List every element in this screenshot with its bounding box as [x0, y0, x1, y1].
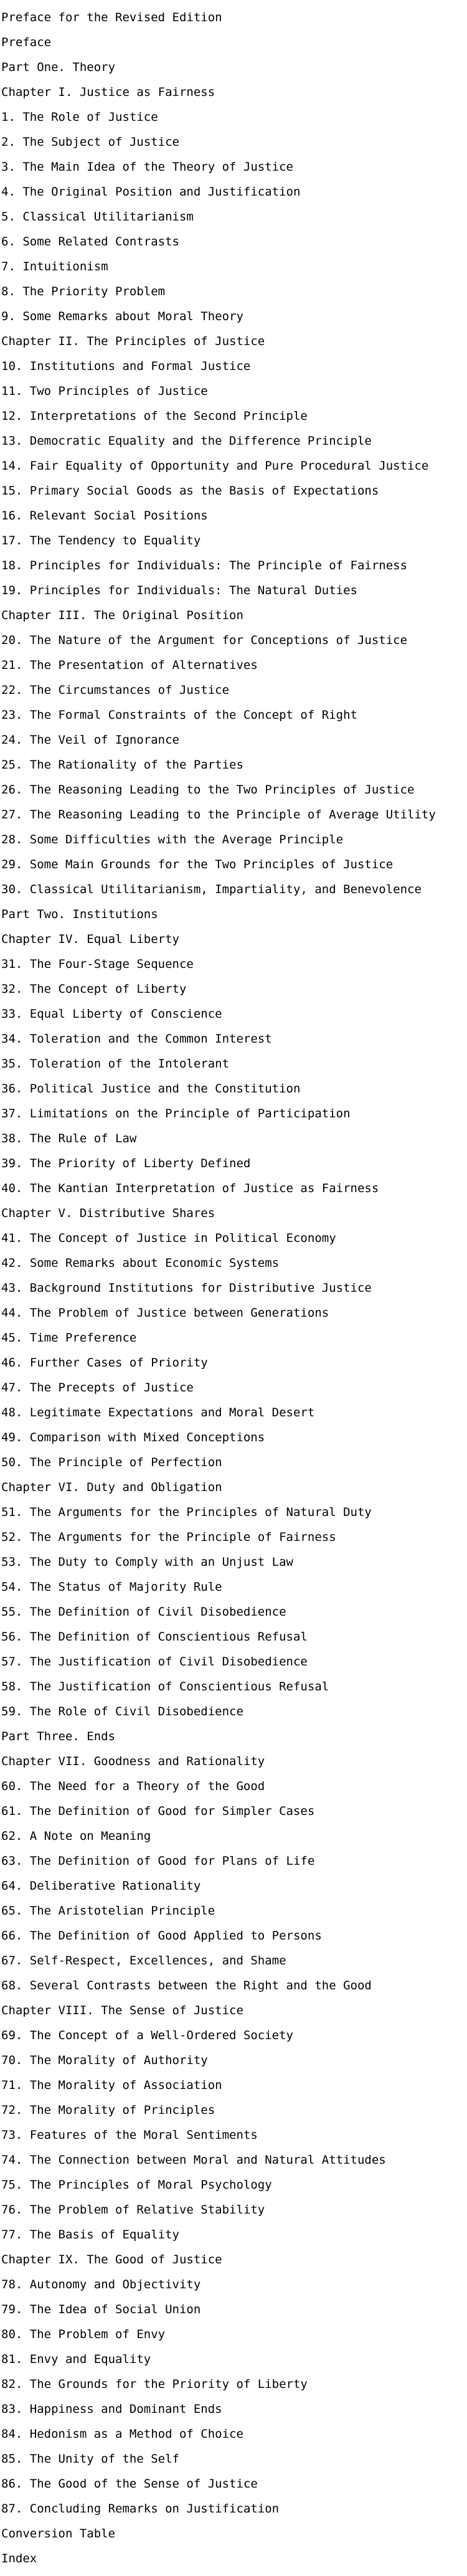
toc-entry[interactable]: 84. Hedonism as a Method of Choice — [1, 2427, 243, 2441]
toc-entry[interactable]: 46. Further Cases of Priority — [1, 1356, 208, 1370]
toc-entry[interactable]: 39. The Priority of Liberty Defined — [1, 1157, 251, 1170]
toc-entry[interactable]: 62. A Note on Meaning — [1, 1829, 151, 1843]
toc-entry[interactable]: Chapter II. The Principles of Justice — [1, 334, 265, 348]
toc-entry[interactable]: 35. Toleration of the Intolerant — [1, 1057, 230, 1071]
toc-entry[interactable]: 47. The Precepts of Justice — [1, 1381, 194, 1395]
toc-entry[interactable]: 80. The Problem of Envy — [1, 2327, 166, 2341]
toc-entry[interactable]: Chapter IV. Equal Liberty — [1, 932, 179, 946]
toc-entry[interactable]: 73. Features of the Moral Sentiments — [1, 2128, 258, 2142]
toc-entry[interactable]: 40. The Kantian Interpretation of Justice as Fairness — [1, 1181, 379, 1195]
toc-entry[interactable]: 68. Several Contrasts between the Right and the Good — [1, 1979, 372, 1992]
toc-entry[interactable]: Part Two. Institutions — [1, 907, 158, 921]
toc-entry[interactable]: Conversion Table — [1, 2527, 116, 2540]
toc-entry[interactable]: Preface — [1, 36, 52, 49]
toc-entry[interactable]: 86. The Good of the Sense of Justice — [1, 2477, 258, 2491]
toc-entry[interactable]: Chapter I. Justice as Fairness — [1, 85, 215, 99]
toc-entry[interactable]: 4. The Original Position and Justification — [1, 185, 301, 199]
toc-entry[interactable]: 37. Limitations on the Principle of Participation — [1, 1107, 351, 1120]
toc-entry[interactable]: 7. Intuitionism — [1, 260, 108, 273]
toc-entry[interactable]: 33. Equal Liberty of Conscience — [1, 1007, 222, 1021]
toc-entry[interactable]: 74. The Connection between Moral and Natural Attitudes — [1, 2153, 386, 2167]
toc-entry[interactable]: 43. Background Institutions for Distributive Justice — [1, 1281, 372, 1295]
toc-entry[interactable]: 83. Happiness and Dominant Ends — [1, 2402, 222, 2416]
toc-entry[interactable]: 57. The Justification of Civil Disobedience — [1, 1655, 308, 1669]
toc-entry[interactable]: 23. The Formal Constraints of the Concept of Right — [1, 708, 357, 722]
toc-entry[interactable]: 36. Political Justice and the Constitution — [1, 1082, 301, 1096]
toc-entry[interactable]: Chapter V. Distributive Shares — [1, 1206, 215, 1220]
toc-entry[interactable]: 81. Envy and Equality — [1, 2352, 151, 2366]
toc-entry[interactable]: Index — [1, 2552, 37, 2565]
toc-entry[interactable]: 25. The Rationality of the Parties — [1, 758, 243, 772]
toc-entry[interactable]: 5. Classical Utilitarianism — [1, 210, 194, 224]
toc-entry[interactable]: 3. The Main Idea of the Theory of Justice — [1, 160, 293, 174]
toc-entry[interactable]: 18. Principles for Individuals: The Principle of Fairness — [1, 559, 408, 572]
toc-entry[interactable]: 20. The Nature of the Argument for Conceptions of Justice — [1, 633, 408, 647]
toc-entry[interactable]: 69. The Concept of a Well-Ordered Society — [1, 2029, 293, 2042]
toc-entry[interactable]: 28. Some Difficulties with the Average Principle — [1, 833, 344, 846]
toc-entry[interactable]: Preface for the Revised Edition — [1, 11, 222, 24]
toc-entry[interactable]: Chapter VI. Duty and Obligation — [1, 1480, 222, 1494]
toc-entry[interactable]: 27. The Reasoning Leading to the Principle of Average Utility — [1, 808, 436, 822]
toc-entry[interactable]: 32. The Concept of Liberty — [1, 982, 187, 996]
toc-entry[interactable]: Chapter VIII. The Sense of Justice — [1, 2004, 243, 2017]
toc-entry[interactable]: 76. The Problem of Relative Stability — [1, 2203, 265, 2217]
toc-entry[interactable]: 65. The Aristotelian Principle — [1, 1904, 215, 1918]
toc-entry[interactable]: 22. The Circumstances of Justice — [1, 683, 230, 697]
toc-entry[interactable]: 21. The Presentation of Alternatives — [1, 658, 258, 672]
toc-entry[interactable]: 15. Primary Social Goods as the Basis of Expectations — [1, 484, 379, 498]
toc-entry[interactable]: 54. The Status of Majority Rule — [1, 1580, 222, 1594]
toc-entry[interactable]: 17. The Tendency to Equality — [1, 534, 201, 547]
toc-entry[interactable]: 45. Time Preference — [1, 1331, 137, 1345]
toc-entry[interactable]: 26. The Reasoning Leading to the Two Principles of Justice — [1, 783, 415, 797]
toc-entry[interactable]: 11. Two Principles of Justice — [1, 384, 208, 398]
toc-entry[interactable]: 82. The Grounds for the Priority of Liberty — [1, 2377, 308, 2391]
toc-entry[interactable]: 56. The Definition of Conscientious Refusal — [1, 1630, 308, 1644]
toc-entry[interactable]: 1. The Role of Justice — [1, 110, 158, 124]
toc-entry[interactable]: 53. The Duty to Comply with an Unjust Law — [1, 1555, 293, 1569]
toc-entry[interactable]: Chapter VII. Goodness and Rationality — [1, 1754, 265, 1768]
toc-entry[interactable]: 75. The Principles of Moral Psychology — [1, 2178, 272, 2192]
toc-entry[interactable]: 44. The Problem of Justice between Generations — [1, 1306, 329, 1320]
toc-entry[interactable]: 12. Interpretations of the Second Principle — [1, 409, 308, 423]
toc-entry[interactable]: 63. The Definition of Good for Plans of Life — [1, 1854, 315, 1868]
toc-entry[interactable]: 50. The Principle of Perfection — [1, 1456, 222, 1469]
toc-entry[interactable]: 24. The Veil of Ignorance — [1, 733, 179, 747]
toc-entry[interactable]: 9. Some Remarks about Moral Theory — [1, 310, 243, 323]
toc-entry[interactable]: 2. The Subject of Justice — [1, 135, 179, 149]
toc-entry[interactable]: 71. The Morality of Association — [1, 2078, 222, 2092]
toc-entry[interactable]: 61. The Definition of Good for Simpler Cases — [1, 1804, 315, 1818]
toc-entry[interactable]: Chapter IX. The Good of Justice — [1, 2253, 222, 2266]
toc-entry[interactable]: 10. Institutions and Formal Justice — [1, 359, 251, 373]
toc-entry[interactable]: 58. The Justification of Conscientious Refusal — [1, 1680, 329, 1693]
toc-entry[interactable]: 78. Autonomy and Objectivity — [1, 2278, 201, 2291]
toc-entry[interactable]: 87. Concluding Remarks on Justification — [1, 2502, 280, 2516]
toc-entry[interactable]: 31. The Four-Stage Sequence — [1, 957, 194, 971]
toc-entry[interactable]: 52. The Arguments for the Principle of Fairness — [1, 1530, 336, 1544]
toc-entry[interactable]: Part Three. Ends — [1, 1730, 116, 1743]
toc-entry[interactable]: 6. Some Related Contrasts — [1, 235, 179, 249]
toc-entry[interactable]: 13. Democratic Equality and the Difference Principle — [1, 434, 372, 448]
toc-entry[interactable]: 29. Some Main Grounds for the Two Principles of Justice — [1, 858, 394, 871]
toc-entry[interactable]: 77. The Basis of Equality — [1, 2228, 179, 2242]
toc-entry[interactable]: 64. Deliberative Rationality — [1, 1879, 201, 1893]
toc-entry[interactable]: 72. The Morality of Principles — [1, 2103, 215, 2117]
toc-entry[interactable]: 66. The Definition of Good Applied to Persons — [1, 1929, 322, 1943]
toc-entry[interactable]: 60. The Need for a Theory of the Good — [1, 1779, 265, 1793]
toc-entry[interactable]: 30. Classical Utilitarianism, Impartiality, and Benevolence — [1, 883, 422, 896]
toc-entry[interactable]: 49. Comparison with Mixed Conceptions — [1, 1431, 265, 1444]
toc-entry[interactable]: 67. Self-Respect, Excellences, and Shame — [1, 1954, 286, 1968]
toc-entry[interactable]: 48. Legitimate Expectations and Moral Desert — [1, 1406, 315, 1419]
toc-entry[interactable]: 14. Fair Equality of Opportunity and Pure Procedural Justice — [1, 459, 429, 473]
toc-entry[interactable]: 55. The Definition of Civil Disobedience — [1, 1605, 286, 1619]
toc-entry[interactable]: 8. The Priority Problem — [1, 285, 166, 298]
toc-entry[interactable]: 85. The Unity of the Self — [1, 2452, 179, 2466]
toc-entry[interactable]: 34. Toleration and the Common Interest — [1, 1032, 272, 1046]
toc-entry[interactable]: 16. Relevant Social Positions — [1, 509, 208, 523]
toc-entry[interactable]: 19. Principles for Individuals: The Natural Duties — [1, 584, 357, 597]
toc-entry[interactable]: 38. The Rule of Law — [1, 1132, 137, 1145]
toc-entry[interactable]: 59. The Role of Civil Disobedience — [1, 1705, 243, 1718]
toc-entry[interactable]: 42. Some Remarks about Economic Systems — [1, 1256, 280, 1270]
toc-entry[interactable]: 41. The Concept of Justice in Political Economy — [1, 1231, 336, 1245]
toc-entry[interactable]: 79. The Idea of Social Union — [1, 2303, 201, 2316]
toc-entry[interactable]: Part One. Theory — [1, 60, 116, 74]
toc-entry[interactable]: 70. The Morality of Authority — [1, 2053, 208, 2067]
toc-entry[interactable]: Chapter III. The Original Position — [1, 608, 243, 622]
toc-entry[interactable]: 51. The Arguments for the Principles of Natural Duty — [1, 1505, 372, 1519]
